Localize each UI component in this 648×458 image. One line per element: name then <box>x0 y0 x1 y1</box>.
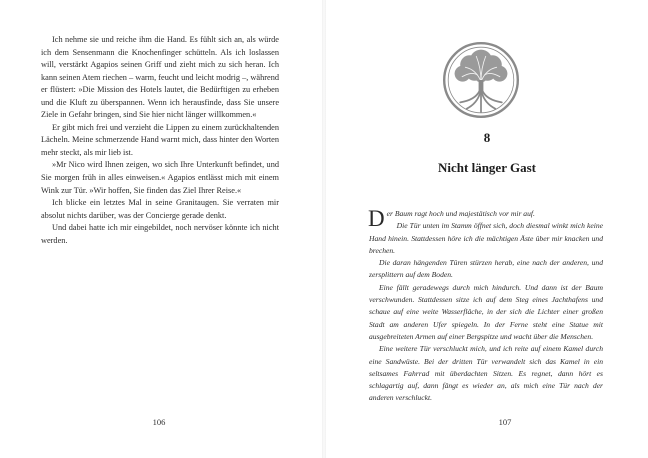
tree-of-life-icon <box>441 40 521 120</box>
right-page <box>326 0 648 458</box>
opening-line: er Baum ragt hoch und majestätisch vor mir auf. <box>386 209 535 218</box>
left-page-text <box>41 34 279 247</box>
paragraph: Ich blicke ein letztes Mal in seine Granitaugen. Sie verraten mir absolut nichts darüber, was der Concierge gerade denkt. <box>41 198 279 220</box>
page-number-left: 106 <box>152 417 166 427</box>
drop-cap: D <box>368 206 385 231</box>
paragraph: Eine fällt geradewegs durch mich hindurch. Und dann ist der Baum verschwunden. Stattdessen sitze ich auf dem Steg eines Jachthafens und schaue auf eine weite Wasserfläche, in der sich die Lichter einer großen Stadt am anderen Ufer spiegeln. In der Ferne steht eine Statue mit ausgebreiteten Armen auf einer Bergspitze und wacht über die Menschen. <box>369 282 603 341</box>
paragraph: Die Tür unten im Stamm öffnet sich, doch diesmal winkt mich keine Hand hinein. Stattdessen höre ich die mächtigen Äste über mir knacken und brechen. <box>369 221 603 255</box>
paragraph: »Mr Nico wird Ihnen zeigen, wo sich Ihre Unterkunft befindet, und Sie morgen früh in alles einweisen.« Agapios entlässt mich mit einem Wink zur Tür. »Wir hoffen, Sie finden das Ziel Ihrer Reise.« <box>41 160 279 195</box>
left-page <box>0 0 322 458</box>
chapter-number: 8 <box>483 130 491 145</box>
page-number-right: 107 <box>498 417 512 427</box>
paragraph: Ich nehme sie und reiche ihm die Hand. Es fühlt sich an, als würde ich dem Sensenmann die Knochenfinger schütteln. Als ich loslassen will, verstärkt Agapios seinen Griff und zieht mich zu sich heran. Ich kann seinen Atem riechen – warm, feucht und leicht modrig –, während er flüstert: »Die Mission des Hotels lautet, die Bedürftigen zu erheben und die Kluft zu überspannen. Wenn ich herausfinde, dass Sie unsere Ziele in Gefahr bringen, sind Sie hier nicht länger willkommen.« <box>41 35 280 120</box>
paragraph: Und dabei hatte ich mir eingebildet, noch nervöser könnte ich nicht werden. <box>41 223 279 245</box>
chapter-title: Nicht länger Gast <box>438 160 536 175</box>
paragraph: Er gibt mich frei und verzieht die Lippen zu einem zurückhaltenden Lächeln. Meine schmerzende Hand warnt mich, dass hinter den Worten mehr steckt, als mir lieb ist. <box>41 122 279 157</box>
right-page-text <box>369 208 603 405</box>
paragraph: Die daran hängenden Türen stürzen herab, eine nach der anderen, und zersplittern auf dem Boden. <box>369 258 603 280</box>
paragraph: Eine weitere Tür verschluckt mich, und ich reite auf einem Kamel durch eine Sandwüste. Bei der dritten Tür verwandelt sich das Kamel in ein seltsames Fahrrad mit überdachten Sitzen. Es regnet, dann hört es schlagartig auf, dann fängt es wieder an, als mich eine Tür nach der anderen verschluckt. <box>369 344 603 403</box>
opening-paragraph <box>368 206 603 231</box>
